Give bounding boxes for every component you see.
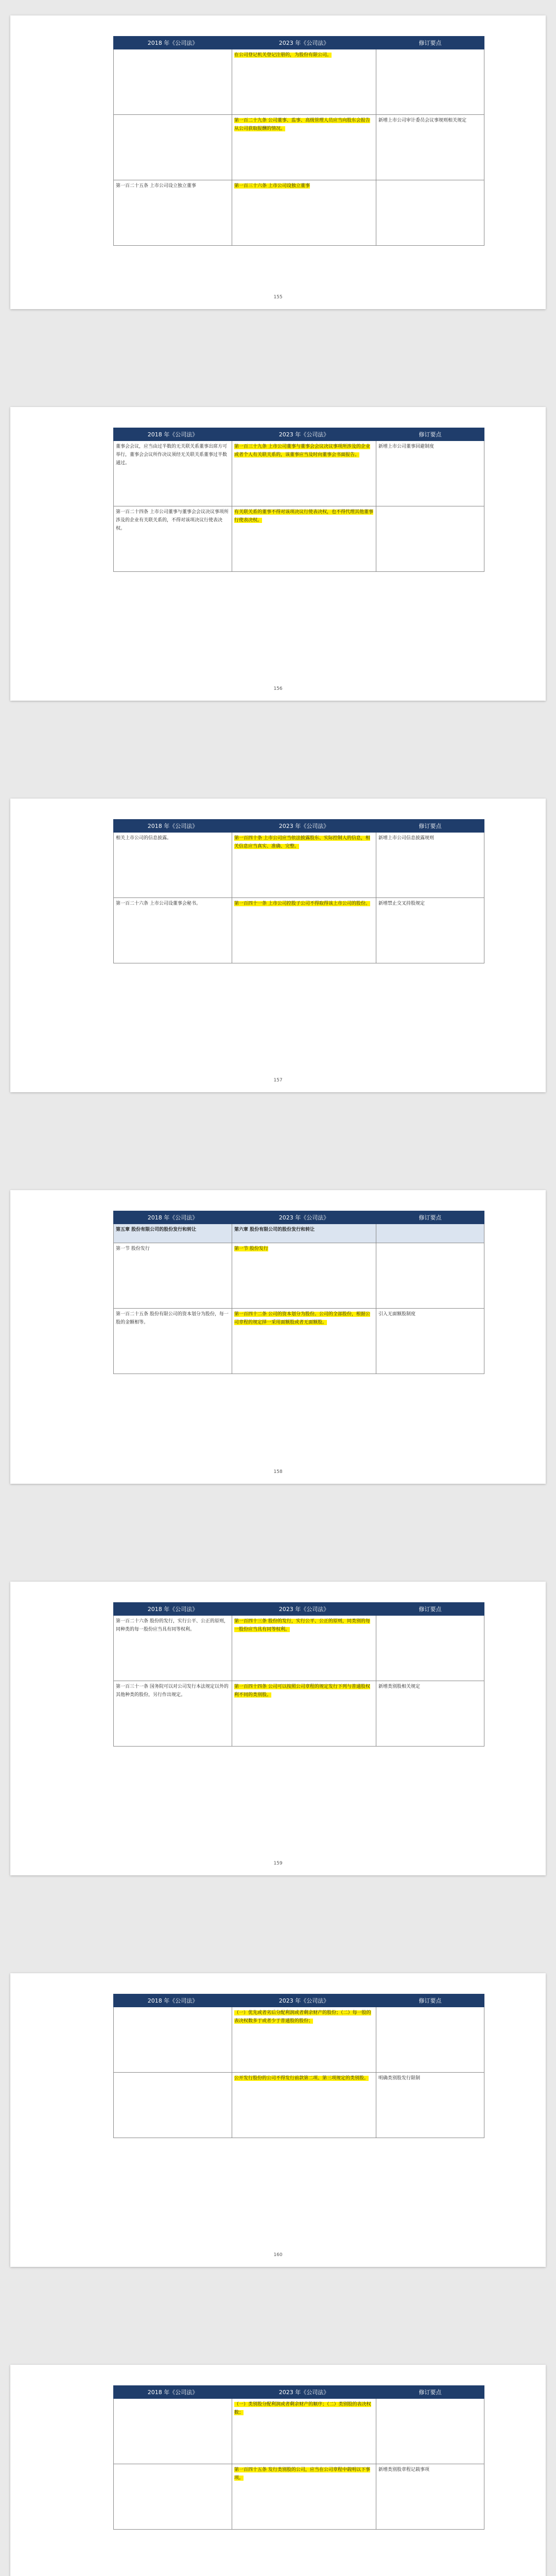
- header-new: 2023 年《公司法》: [232, 37, 376, 49]
- table-row: [114, 1309, 484, 1374]
- section-new: 第六章 股份有限公司的股份发行和转让: [232, 1224, 376, 1243]
- page-number: 159: [273, 1861, 283, 1866]
- header-old: 2018 年《公司法》: [114, 1211, 232, 1224]
- table-header: [114, 820, 484, 833]
- new-text: [232, 1681, 376, 1747]
- old-text: 第一节 股份发行: [114, 1243, 232, 1309]
- table-row: [114, 1243, 484, 1309]
- comparison-table: [113, 428, 484, 572]
- table-header: [114, 1994, 484, 2007]
- note-text: [376, 1616, 484, 1681]
- new-text-highlight: 第一百三十九条 上市公司董事与董事会会议决议事项所涉及的企业或者个人有关联关系的，该董事应当及时向董事会书面报告。: [234, 444, 370, 457]
- old-text: 第一百二十六条 股份的发行，实行公平、公正的原则，同种类的每一股份应当具有同等权利。: [114, 1616, 232, 1681]
- old-text: [114, 2464, 232, 2530]
- note-text: [376, 2007, 484, 2073]
- old-text: 董事会会议，应当由过半数的无关联关系董事出席方可举行，董事会会议所作决议须经无关联关系董事过半数通过。: [114, 441, 232, 506]
- new-text: [232, 2007, 376, 2073]
- header-new: 2023 年《公司法》: [232, 1603, 376, 1616]
- new-text-highlight: 第一百二十九条 公司董事、监事、高级管理人员应当向股东会报告从公司获取报酬的情况。: [234, 118, 370, 131]
- header-note: 修订要点: [376, 1994, 484, 2007]
- comparison-table: [113, 2385, 484, 2530]
- table-header: [114, 1211, 484, 1224]
- section-row: [114, 1224, 484, 1243]
- new-text-highlight: 第一节 股份发行: [234, 1246, 268, 1251]
- section-old: 第五章 股份有限公司的股份发行和转让: [114, 1224, 232, 1243]
- old-text: 第一百二十五条 股份有限公司的资本划分为股份，每一股的金额相等。: [114, 1309, 232, 1374]
- new-text: [232, 1243, 376, 1309]
- comparison-table: [113, 1211, 484, 1374]
- header-note: 修订要点: [376, 2386, 484, 2399]
- new-text-highlight: 第一百四十一条 上市公司控股子公司不得取得该上市公司的股份。: [234, 901, 370, 906]
- new-text: [232, 2464, 376, 2530]
- new-text: [232, 833, 376, 898]
- table-header: [114, 1603, 484, 1616]
- old-text: 相关上市公司的信息披露。: [114, 833, 232, 898]
- new-text: [232, 2399, 376, 2464]
- table-row: [114, 115, 484, 180]
- note-text: 新增上市公司审计委员会议事规则相关规定: [376, 115, 484, 180]
- document-page: [10, 799, 546, 1092]
- header-old: 2018 年《公司法》: [114, 37, 232, 49]
- new-text: [232, 506, 376, 572]
- table-row: [114, 1616, 484, 1681]
- table-row: [114, 1681, 484, 1747]
- header-note: 修订要点: [376, 1603, 484, 1616]
- header-note: 修订要点: [376, 428, 484, 441]
- new-text-highlight: 在公司登记机关登记注册的，为股份有限公司。: [234, 53, 332, 58]
- old-text: 第一百三十一条 国务院可以对公司发行本法规定以外的其他种类的股份，另行作出规定。: [114, 1681, 232, 1747]
- note-text: [376, 180, 484, 246]
- table-row: [114, 180, 484, 246]
- page-number: 157: [273, 1078, 283, 1083]
- new-text-highlight: 第一百四十五条 发行类别股的公司，应当在公司章程中载明以下事项。: [234, 2467, 370, 2481]
- comparison-table: [113, 1994, 484, 2138]
- header-new: 2023 年《公司法》: [232, 428, 376, 441]
- header-old: 2018 年《公司法》: [114, 428, 232, 441]
- table-header: [114, 37, 484, 49]
- old-text: [114, 49, 232, 115]
- table-row: [114, 49, 484, 115]
- new-text-highlight: 第一百四十条 上市公司应当依法披露股东、实际控制人的信息，相关信息应当真实、准确、完整。: [234, 836, 370, 849]
- note-text: 新增禁止交叉持股规定: [376, 898, 484, 963]
- note-text: [376, 2399, 484, 2464]
- comparison-table: [113, 819, 484, 963]
- note-text: [376, 506, 484, 572]
- table-row: [114, 2073, 484, 2138]
- page-number: 156: [273, 686, 283, 691]
- new-text-highlight: 第一百四十四条 公司可以按照公司章程的规定发行下列与普通股权利不同的类别股。: [234, 1684, 370, 1698]
- new-text-highlight: 公开发行股份的公司不得发行前款第二项、第三项规定的类别股。: [234, 2076, 369, 2081]
- old-text: 第一百二十六条 上市公司设董事会秘书。: [114, 898, 232, 963]
- header-new: 2023 年《公司法》: [232, 1994, 376, 2007]
- note-text: 新增上市公司董事回避制度: [376, 441, 484, 506]
- note-text: 明确类别股发行限制: [376, 2073, 484, 2138]
- header-new: 2023 年《公司法》: [232, 820, 376, 833]
- page-number: 155: [273, 295, 283, 300]
- header-new: 2023 年《公司法》: [232, 2386, 376, 2399]
- new-text: [232, 49, 376, 115]
- header-new: 2023 年《公司法》: [232, 1211, 376, 1224]
- new-text: [232, 898, 376, 963]
- table-row: [114, 2399, 484, 2464]
- old-text: 第一百二十五条 上市公司设立独立董事: [114, 180, 232, 246]
- page-number: 158: [273, 1469, 283, 1475]
- new-text-highlight: 第一百四十三条 股份的发行，实行公平、公正的原则，同类别的每一股份应当具有同等权利。: [234, 1619, 370, 1632]
- section-note: [376, 1224, 484, 1243]
- new-text-highlight: 第一百三十六条 上市公司设独立董事: [234, 183, 310, 189]
- old-text: [114, 2007, 232, 2073]
- new-text-highlight: （一）类别股分配利润或者剩余财产的顺序；（二）类别股的表决权数；: [234, 2402, 371, 2415]
- new-text: [232, 1309, 376, 1374]
- header-note: 修订要点: [376, 37, 484, 49]
- note-text: 新增类别股章程记载事项: [376, 2464, 484, 2530]
- document-page: [10, 1190, 546, 1484]
- old-text: [114, 115, 232, 180]
- new-text: [232, 115, 376, 180]
- note-text: 引入无面额股制度: [376, 1309, 484, 1374]
- old-text: [114, 2073, 232, 2138]
- header-old: 2018 年《公司法》: [114, 1994, 232, 2007]
- comparison-table: [113, 1602, 484, 1747]
- table-row: [114, 2007, 484, 2073]
- document-page: [10, 1973, 546, 2267]
- note-text: [376, 49, 484, 115]
- header-note: 修订要点: [376, 820, 484, 833]
- note-text: 新增类别股相关规定: [376, 1681, 484, 1747]
- note-text: [376, 1243, 484, 1309]
- header-old: 2018 年《公司法》: [114, 1603, 232, 1616]
- table-row: [114, 2464, 484, 2530]
- table-header: [114, 428, 484, 441]
- comparison-table: [113, 36, 484, 246]
- note-text: 新增上市公司信息披露规则: [376, 833, 484, 898]
- old-text: [114, 2399, 232, 2464]
- table-row: [114, 833, 484, 898]
- old-text: 第一百二十四条 上市公司董事与董事会会议决议事项所涉及的企业有关联关系的，不得对该项决议行使表决权。: [114, 506, 232, 572]
- document-page: [10, 2365, 546, 2576]
- header-note: 修订要点: [376, 1211, 484, 1224]
- page-number: 160: [273, 2252, 283, 2258]
- new-text: [232, 180, 376, 246]
- table-row: [114, 441, 484, 506]
- table-row: [114, 506, 484, 572]
- table-header: [114, 2386, 484, 2399]
- new-text: [232, 441, 376, 506]
- document-page: [10, 1582, 546, 1875]
- header-old: 2018 年《公司法》: [114, 2386, 232, 2399]
- document-page: [10, 15, 546, 309]
- document-page: [10, 407, 546, 701]
- new-text-highlight: （一）优先或者劣后分配利润或者剩余财产的股份；（二）每一股的表决权数多于或者少于普通股的股份；: [234, 2010, 371, 2024]
- table-row: [114, 898, 484, 963]
- new-text-highlight: 有关联关系的董事不得对该项决议行使表决权，也不得代理其他董事行使表决权。: [234, 510, 374, 523]
- new-text-highlight: 第一百四十二条 公司的资本划分为股份。公司的全部股份，根据公司章程的规定择一采用面额股或者无面额股。: [234, 1312, 370, 1325]
- header-old: 2018 年《公司法》: [114, 820, 232, 833]
- new-text: [232, 1616, 376, 1681]
- new-text: [232, 2073, 376, 2138]
